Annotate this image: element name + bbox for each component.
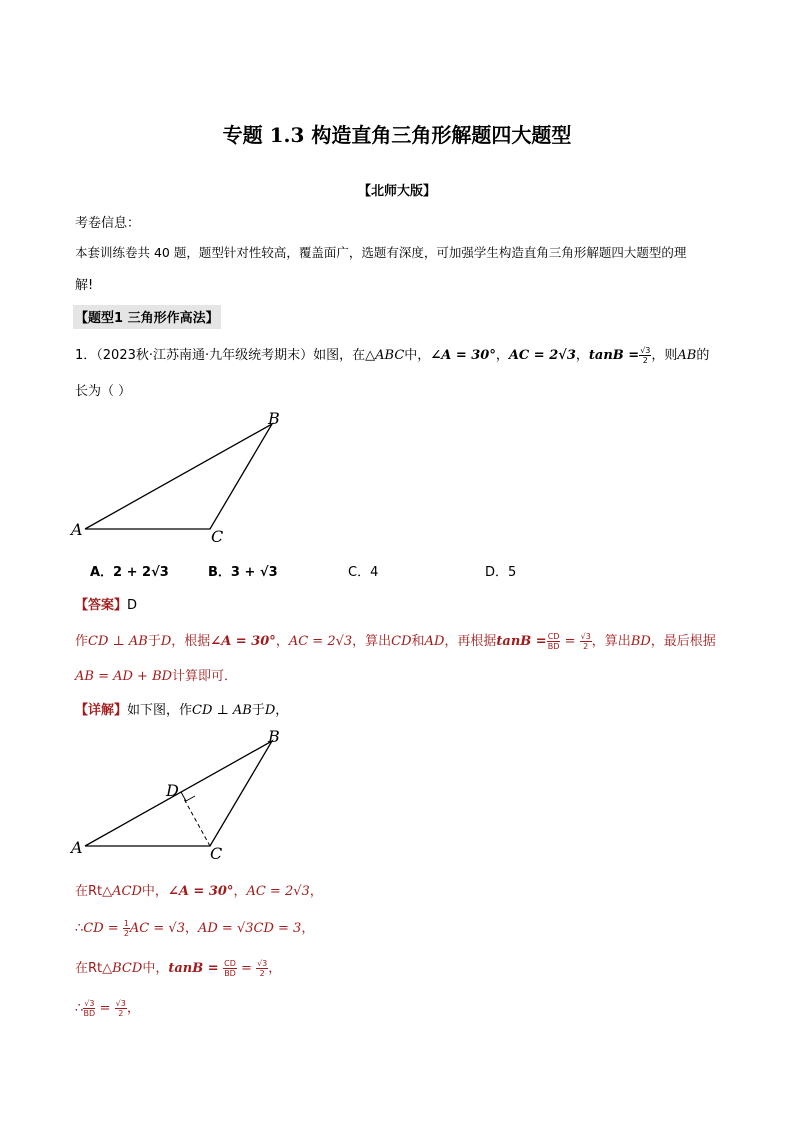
vertex-label-b: B xyxy=(268,727,280,746)
vertex-label-a: A xyxy=(71,520,83,539)
fraction-numerator: CD xyxy=(547,632,560,641)
question-source: （2023秋·江苏南通·九年级统考期末） xyxy=(96,348,314,363)
vertex-label-d: D xyxy=(166,781,179,800)
analysis-math: CD ⊥ AB xyxy=(88,634,148,649)
exam-info-label: 考卷信息： xyxy=(75,216,141,231)
intro-line-1: 本套训练卷共 40 题，题型针对性较高，覆盖面广，选题有深度，可加强学生构造直角三角形解题四大题型的理 xyxy=(75,245,687,260)
analysis-math: AD xyxy=(424,634,445,649)
question-1-stem xyxy=(75,344,709,365)
analysis-math: D xyxy=(160,634,172,649)
analysis-text: 计算即可． xyxy=(172,669,238,684)
step-math: AC = xyxy=(129,921,169,936)
answer-line xyxy=(75,594,137,613)
step-math: ∠A = 30° xyxy=(167,884,234,899)
analysis-text: 和 xyxy=(411,634,425,649)
stem-math: AC = 2 xyxy=(508,348,559,363)
option-d: D．5 xyxy=(485,565,517,580)
analysis-math: tanB = xyxy=(496,634,547,649)
section-heading: 【题型1 三角形作高法】 xyxy=(73,305,221,329)
step-text: ， xyxy=(184,921,198,936)
stem-text: ， xyxy=(575,348,589,363)
fraction-numerator: CD xyxy=(224,959,236,968)
analysis-text: ，再根据 xyxy=(444,634,497,649)
step-math: = xyxy=(236,961,257,976)
fraction-denominator: BD xyxy=(547,642,560,651)
step-math: √3 xyxy=(293,884,310,899)
question-1-stem-line-2: 长为（ ） xyxy=(75,384,132,399)
triangle-abc xyxy=(85,424,272,529)
step-text: ， xyxy=(268,961,282,976)
step-math: AC = 2 xyxy=(246,884,294,899)
triangle-figure-2 xyxy=(60,722,300,867)
analysis-fraction xyxy=(580,632,592,651)
analysis-fraction xyxy=(547,632,561,651)
fraction-numerator: √3 xyxy=(115,999,126,1008)
stem-text: 中， xyxy=(404,348,431,363)
detail-text: 于 xyxy=(251,703,265,718)
stem-text: 的 xyxy=(696,348,710,363)
step-text: ， xyxy=(233,884,247,899)
option-b xyxy=(208,561,278,580)
stem-math: √3 xyxy=(558,348,576,363)
analysis-math: AB = AD + BD xyxy=(75,669,173,684)
stem-text: ， xyxy=(495,348,509,363)
page-title: 专题 1.3 构造直角三角形解题四大题型 xyxy=(222,123,572,147)
step-math: CD = xyxy=(83,921,123,936)
detail-text: 如下图，作 xyxy=(127,703,193,718)
step-fraction xyxy=(256,959,268,978)
step-math: √3 xyxy=(236,921,254,936)
analysis-line-2 xyxy=(75,665,237,684)
step-text: ， xyxy=(126,1001,140,1016)
analysis-math: AC = 2 xyxy=(288,634,336,649)
option-radical: √3 xyxy=(151,565,169,580)
edition-label: 【北师大版】 xyxy=(357,184,436,199)
fraction-denominator: BD xyxy=(83,1009,96,1018)
detail-math: D xyxy=(264,703,276,718)
solution-step-4 xyxy=(75,997,140,1018)
detail-label: 【详解】 xyxy=(75,703,128,718)
step-fraction xyxy=(123,919,130,938)
fraction-numerator: √3 xyxy=(640,346,651,355)
analysis-text: 于 xyxy=(147,634,161,649)
step-fraction xyxy=(115,999,127,1018)
analysis-text: ，根据 xyxy=(171,634,211,649)
step-math: BCD xyxy=(112,961,143,976)
analysis-math: BD xyxy=(630,634,651,649)
detail-text: ， xyxy=(275,703,289,718)
solution-step-3 xyxy=(75,957,281,978)
intro-line-2: 解! xyxy=(75,278,94,293)
step-math: = xyxy=(95,1001,115,1016)
vertex-label-a: A xyxy=(71,838,83,857)
fraction-numerator: √3 xyxy=(580,632,591,641)
triangle-figure-1 xyxy=(60,405,300,550)
fraction-numerator: 1 xyxy=(123,919,129,928)
step-text: 中， xyxy=(141,884,168,899)
step-text: ， xyxy=(301,921,315,936)
vertex-label-b: B xyxy=(268,409,280,428)
stem-text: ，则 xyxy=(651,348,678,363)
step-text: 在Rt△ xyxy=(75,884,113,899)
step-fraction xyxy=(223,959,237,978)
step-text: ∴ xyxy=(75,1001,84,1016)
solution-step-1 xyxy=(75,880,323,899)
detail-line xyxy=(75,699,288,718)
vertex-label-c: C xyxy=(211,527,224,546)
detail-math: CD ⊥ AB xyxy=(192,703,252,718)
fraction-denominator: 2 xyxy=(118,1009,124,1018)
step-text: ∴ xyxy=(75,921,84,936)
analysis-math: ∠A = 30° xyxy=(210,634,276,649)
fraction-denominator: 2 xyxy=(259,969,265,978)
fraction-denominator: 2 xyxy=(123,929,129,938)
analysis-math: = xyxy=(560,634,580,649)
analysis-line-1 xyxy=(75,630,716,651)
step-math: AD = xyxy=(197,921,237,936)
step-math: CD = 3 xyxy=(253,921,302,936)
right-angle-mark xyxy=(181,792,195,801)
option-label: B．3 + xyxy=(208,565,260,580)
stem-math: ∠A = 30° xyxy=(430,348,496,363)
analysis-text: ， xyxy=(275,634,289,649)
step-text: 中， xyxy=(142,961,169,976)
answer-label: 【答案】 xyxy=(75,598,128,613)
stem-text: 如图，在 xyxy=(313,348,366,363)
analysis-text: ，算出 xyxy=(352,634,392,649)
step-fraction xyxy=(83,999,95,1018)
step-math: ACD xyxy=(112,884,142,899)
step-text: 在Rt△ xyxy=(75,961,113,976)
option-label: A．2 + 2 xyxy=(90,565,152,580)
altitude-cd xyxy=(183,797,210,846)
analysis-math: CD xyxy=(391,634,412,649)
step-math: √3 xyxy=(168,921,185,936)
vertex-label-c: C xyxy=(210,844,223,863)
analysis-text: 作 xyxy=(75,634,89,649)
solution-step-2 xyxy=(75,917,314,938)
step-text: ， xyxy=(309,884,323,899)
fraction-denominator: 2 xyxy=(642,356,648,365)
stem-math: tanB = xyxy=(588,348,640,363)
option-radical: √3 xyxy=(259,565,278,580)
stem-math: AB xyxy=(677,348,697,363)
analysis-math: √3 xyxy=(335,634,353,649)
option-a xyxy=(90,561,169,580)
step-math: tanB = xyxy=(168,961,224,976)
fraction-numerator: √3 xyxy=(257,959,268,968)
option-c: C．4 xyxy=(348,565,379,580)
analysis-text: ，算出 xyxy=(591,634,631,649)
fraction-denominator: 2 xyxy=(583,642,589,651)
stem-math: △ABC xyxy=(365,348,405,363)
answer-value: D xyxy=(127,598,138,613)
fraction-denominator: BD xyxy=(224,969,236,978)
question-number: 1． xyxy=(75,348,97,363)
analysis-text: ，最后根据 xyxy=(650,634,716,649)
stem-fraction xyxy=(639,346,651,365)
fraction-numerator: √3 xyxy=(84,999,95,1008)
